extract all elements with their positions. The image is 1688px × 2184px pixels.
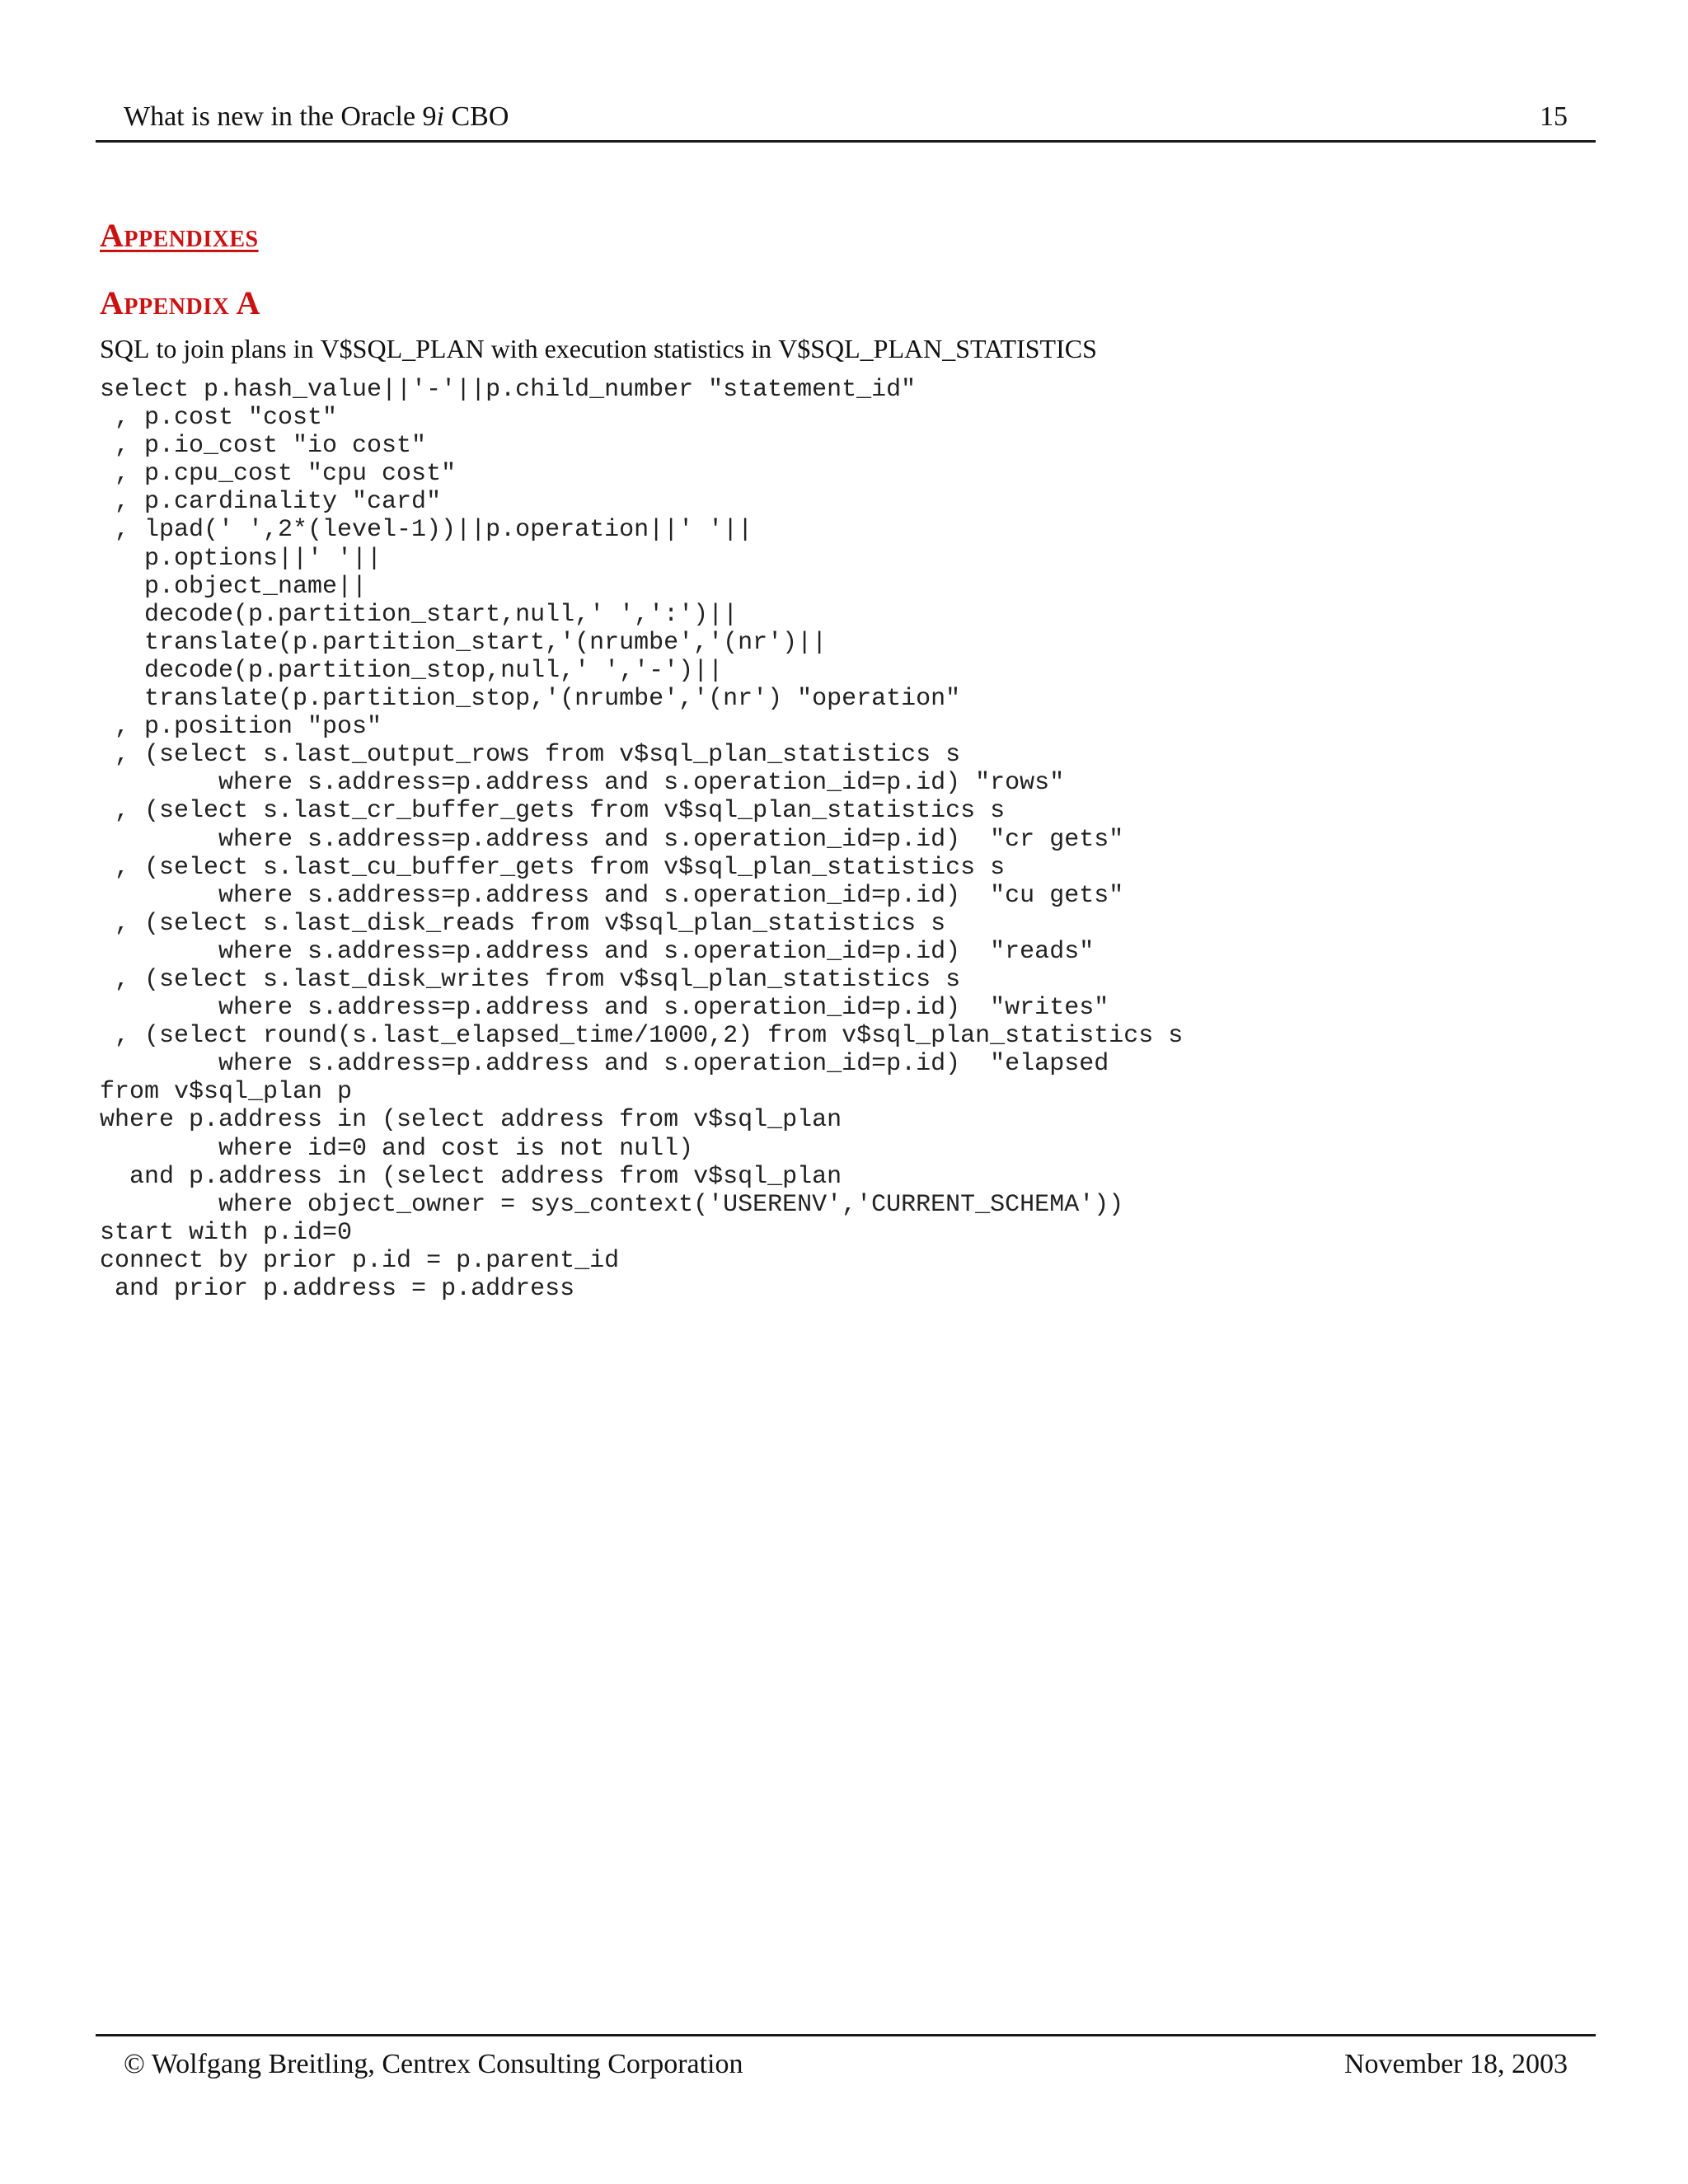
code-line: where p.address in (select address from v$sql_plan — [100, 1106, 842, 1135]
code-line: from v$sql_plan p — [100, 1078, 353, 1107]
document-title — [124, 101, 509, 134]
code-line: where s.address=p.address and s.operation_id=p.id) "elapsed — [100, 1050, 1109, 1079]
code-line: where s.address=p.address and s.operation_id=p.id) "cr gets" — [100, 825, 1124, 854]
code-line: , p.cost "cost" — [100, 404, 338, 433]
document-title-prefix: What is new in the Oracle 9 — [124, 101, 437, 132]
code-line: and p.address in (select address from v$sql_plan — [100, 1162, 842, 1191]
code-line: select p.hash_value||'-'||p.child_number "statement_id" — [100, 376, 917, 404]
intro-view-sql-plan-statistics: V$SQL_PLAN_STATISTICS — [778, 334, 1097, 363]
code-line: , p.io_cost "io cost" — [100, 432, 427, 461]
code-line: , lpad(' ',2*(level-1))||p.operation||' '|| — [100, 516, 753, 545]
code-line: p.options||' '|| — [100, 544, 382, 573]
code-line: where s.address=p.address and s.operation_id=p.id) "reads" — [100, 937, 1095, 966]
code-line: where s.address=p.address and s.operation_id=p.id) "cu gets" — [100, 881, 1124, 910]
footer-copyright: © Wolfgang Breitling, Centrex Consulting Corporation — [124, 2049, 743, 2079]
code-line: , p.cardinality "card" — [100, 488, 442, 517]
intro-view-sql-plan: V$SQL_PLAN — [320, 334, 485, 363]
intro-paragraph — [100, 332, 1097, 365]
intro-text-1: to join plans in — [149, 334, 321, 363]
code-line: connect by prior p.id = p.parent_id — [100, 1246, 620, 1275]
page-header — [96, 101, 1596, 143]
document-title-suffix: CBO — [443, 101, 509, 132]
appendix-a-heading: Appendix A — [100, 284, 261, 321]
sql-code-block — [100, 376, 1183, 1303]
code-line: translate(p.partition_stop,'(nrumbe','(nr') "operation" — [100, 685, 961, 714]
document-title-italic: i — [436, 101, 444, 132]
code-line: decode(p.partition_start,null,' ',':')|| — [100, 600, 738, 629]
intro-sql-abbrev: SQL — [100, 334, 150, 363]
page-number: 15 — [1540, 101, 1568, 132]
code-line: , (select s.last_disk_writes from v$sql_plan_statistics s — [100, 965, 961, 994]
code-line: , (select round(s.last_elapsed_time/1000,2) from v$sql_plan_statistics s — [100, 1022, 1184, 1051]
code-line: p.object_name|| — [100, 572, 368, 601]
code-line: translate(p.partition_start,'(nrumbe','(nr')|| — [100, 628, 828, 657]
appendixes-heading: Appendixes — [100, 217, 259, 254]
code-line: , (select s.last_disk_reads from v$sql_plan_statistics s — [100, 909, 946, 938]
intro-text-2: with execution statistics in — [484, 334, 779, 363]
code-line: where object_owner = sys_context('USERENV','CURRENT_SCHEMA')) — [100, 1190, 1124, 1219]
code-line: where id=0 and cost is not null) — [100, 1134, 694, 1163]
code-line: decode(p.partition_stop,null,' ','-')|| — [100, 656, 724, 685]
code-line: , (select s.last_cr_buffer_gets from v$sql_plan_statistics s — [100, 797, 1006, 826]
code-line: and prior p.address = p.address — [100, 1275, 575, 1303]
code-line: , p.cpu_cost "cpu cost" — [100, 460, 457, 489]
code-line: where s.address=p.address and s.operation_id=p.id) "rows" — [100, 769, 1065, 798]
page-footer — [96, 2034, 1596, 2086]
footer-date: November 18, 2003 — [1343, 2049, 1568, 2079]
code-line: , p.position "pos" — [100, 713, 382, 742]
code-line: , (select s.last_output_rows from v$sql_plan_statistics s — [100, 741, 961, 770]
code-line: where s.address=p.address and s.operation_id=p.id) "writes" — [100, 994, 1109, 1023]
code-line: start with p.id=0 — [100, 1218, 353, 1247]
code-line: , (select s.last_cu_buffer_gets from v$sql_plan_statistics s — [100, 853, 1006, 882]
